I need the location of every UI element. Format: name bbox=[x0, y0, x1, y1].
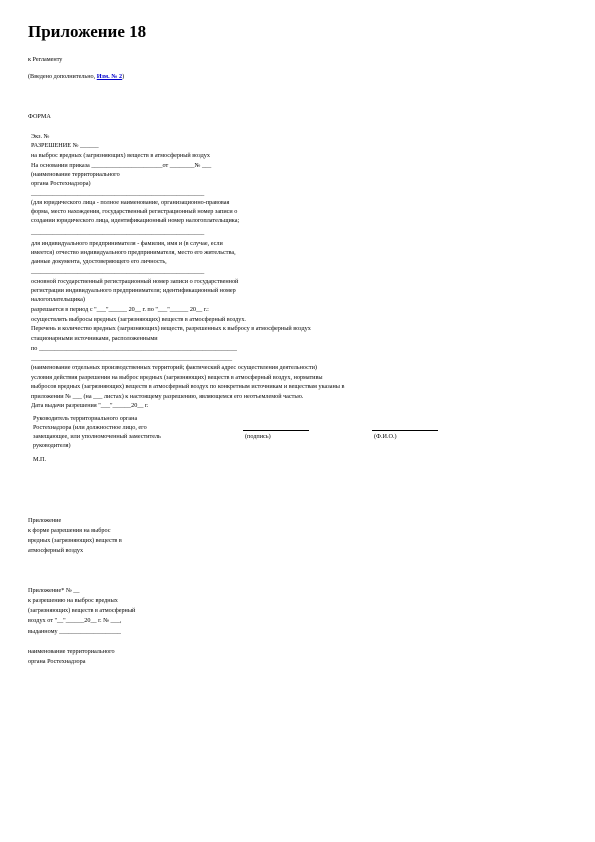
entrepreneur-caption: для индивидуального предпринимателя - фамилия, имя и (в случае, если bbox=[31, 240, 223, 247]
blank-line-2: ________________________________________________________ bbox=[31, 229, 205, 236]
appendix-authority: наименование территориального bbox=[28, 648, 115, 655]
permit-subject: на выброс вредных (загрязняющих) веществ в атмосферный воздух bbox=[31, 152, 210, 159]
entrepreneur-caption-3: данные документа, удостоверяющего его личность, bbox=[31, 258, 167, 265]
name-line bbox=[372, 430, 438, 431]
appendix-date: воздух от "__"______20__ г. № ___, bbox=[28, 617, 122, 624]
appendix-number: Приложение* № __ bbox=[28, 587, 80, 594]
legal-entity-caption: (для юридического лица - полное наименование, организационно-правовая bbox=[31, 199, 230, 206]
form-label: ФОРМА bbox=[28, 113, 51, 120]
signature-caption: (подпись) bbox=[245, 433, 271, 440]
amendment-link[interactable]: Изм. № 2 bbox=[96, 73, 123, 80]
signatory-title-3: замещающее, или уполномоченный заместитель bbox=[33, 433, 161, 440]
registration-caption-3: налогоплательщика) bbox=[31, 296, 85, 303]
territory-caption: (наименование отдельных производственных территорий; фактический адрес осуществления деятельности) bbox=[31, 364, 317, 371]
appendix-title-2: к форме разрешения на выброс bbox=[28, 527, 111, 534]
address-line-2: _________________________________________________________________ bbox=[31, 355, 233, 362]
conditions-text-3: приложении № ___ (на ___ листах) к настоящему разрешению, являющемся его неотъемлемой частью. bbox=[31, 393, 304, 400]
name-caption: (Ф.И.О.) bbox=[374, 433, 397, 440]
amendment-suffix: ) bbox=[122, 73, 125, 80]
legal-entity-caption-2: форма, место нахождения, государственный регистрационный номер записи о bbox=[31, 208, 238, 215]
permission-text: осуществлять выбросы вредных (загрязняющих) веществ в атмосферный воздух. bbox=[31, 316, 246, 323]
conditions-text: условия действия разрешения на выброс вредных (загрязняющих) веществ в атмосферный воздух, нормативы bbox=[31, 374, 323, 381]
validity-period: разрешается в период с "___"______ 20__ г. по "___"______ 20__ г.: bbox=[31, 306, 209, 313]
appendix-authority-2: органа Ростехнадзора bbox=[28, 658, 86, 665]
order-basis: На основании приказа _______________________от ________№ ___ bbox=[31, 162, 212, 169]
blank-line-3: ________________________________________________________ bbox=[31, 268, 205, 275]
appendix-title: Приложение bbox=[28, 517, 62, 524]
amendment-note bbox=[28, 73, 124, 80]
appendix-title-4: атмосферный воздух bbox=[28, 547, 84, 554]
signatory-title-2: Ростехнадзора (или должностное лицо, его bbox=[33, 424, 147, 431]
conditions-text-2: выбросов вредных (загрязняющих) веществ в атмосферный воздух по конкретным источникам и веществам указаны в bbox=[31, 383, 345, 390]
amendment-prefix: (Введено дополнительно, bbox=[28, 73, 96, 80]
signature-line bbox=[243, 430, 309, 431]
stamp-placeholder: М.П. bbox=[33, 456, 47, 463]
appendix-ref-2: (загрязняющих) веществ в атмосферный bbox=[28, 607, 136, 614]
page-title: Приложение 18 bbox=[28, 22, 147, 41]
signatory-title: Руководитель территориального органа bbox=[33, 415, 138, 422]
appendix-ref: к разрешению на выброс вредных bbox=[28, 597, 118, 604]
order-authority-caption-2: органа Ростехнадзора) bbox=[31, 180, 91, 187]
legal-entity-caption-3: создании юридического лица, идентификационный номер налогоплательщика; bbox=[31, 217, 240, 224]
regulation-ref: к Регламенту bbox=[28, 56, 63, 63]
entrepreneur-caption-2: имеется) отчество индивидуального предпринимателя, место его жительства, bbox=[31, 249, 236, 256]
appendix-issued-to: выданному ____________________ bbox=[28, 628, 122, 635]
appendix-title-3: вредных (загрязняющих) веществ в bbox=[28, 537, 122, 544]
signatory-title-4: руководителя) bbox=[33, 442, 71, 449]
order-authority-caption: (наименование территориального bbox=[31, 171, 120, 178]
registration-caption: основной государственный регистрационный номер записи о государственной bbox=[31, 278, 239, 285]
issue-date: Дата выдачи разрешения "___"______20__ г. bbox=[31, 402, 149, 409]
blank-line: ________________________________________________________ bbox=[31, 190, 205, 197]
substances-list-text: Перечень и количество вредных (загрязняющих) веществ, разрешенных к выбросу в атмосферный воздух bbox=[31, 325, 311, 332]
copy-number: Экз. № bbox=[31, 133, 50, 140]
permit-number: РАЗРЕШЕНИЕ № ______ bbox=[31, 142, 99, 149]
registration-caption-2: регистрации индивидуального предпринимателя; идентификационный номер bbox=[31, 287, 236, 294]
sources-text: стационарными источниками, расположенными bbox=[31, 335, 158, 342]
address-line: по ________________________________________________________________ bbox=[31, 345, 237, 352]
